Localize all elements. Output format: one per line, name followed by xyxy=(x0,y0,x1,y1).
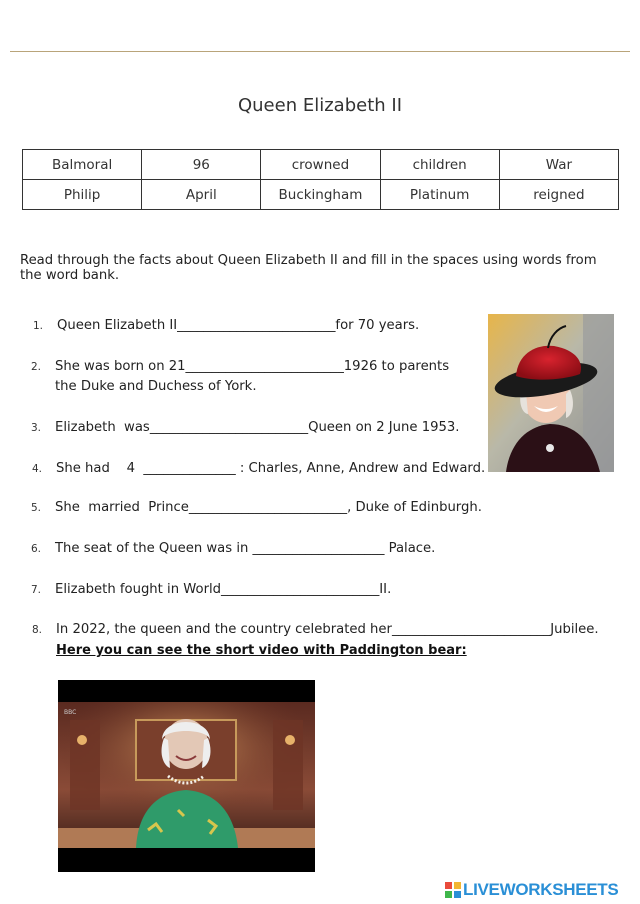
answer-blank[interactable]: ____________________ xyxy=(252,541,385,556)
question-number: 4. xyxy=(32,463,43,475)
liveworksheets-icon xyxy=(445,882,461,898)
question-4 xyxy=(56,461,485,476)
answer-blank[interactable]: ________________________ xyxy=(391,622,551,637)
question-number: 7. xyxy=(31,584,42,596)
question-text: Queen Elizabeth II xyxy=(57,318,178,333)
question-text: She married Prince xyxy=(55,500,189,515)
word-bank-cell: 96 xyxy=(142,150,261,180)
question-text: Palace. xyxy=(384,541,436,556)
question-text: Queen on 2 June 1953. xyxy=(308,420,460,435)
question-text: for 70 years. xyxy=(335,318,420,333)
question-text: II. xyxy=(379,582,392,597)
queen-portrait-graphic xyxy=(488,314,614,472)
video-link[interactable]: Here you can see the short video with Paddington bear: xyxy=(56,643,467,658)
question-text: Jubilee. xyxy=(550,622,599,637)
question-number: 8. xyxy=(32,624,43,636)
question-3 xyxy=(55,420,459,435)
question-number: 3. xyxy=(31,422,42,434)
instructions: Read through the facts about Queen Elizabeth II and fill in the spaces using words from the word bank. xyxy=(20,253,597,283)
question-5 xyxy=(55,500,482,515)
question-text: In 2022, the queen and the country celebrated her xyxy=(56,622,392,637)
answer-blank[interactable]: ______________ xyxy=(143,461,236,476)
question-1 xyxy=(57,318,419,333)
svg-text:BBC: BBC xyxy=(64,709,77,716)
queen-portrait-image xyxy=(488,314,614,472)
word-bank-cell: Buckingham xyxy=(261,180,380,210)
liveworksheets-logo xyxy=(445,880,618,900)
question-text: She had 4 xyxy=(56,461,144,476)
question-number: 5. xyxy=(31,502,42,514)
liveworksheets-text: LIVEWORKSHEETS xyxy=(463,880,619,899)
question-7 xyxy=(55,582,391,597)
page-title: Queen Elizabeth II xyxy=(237,95,402,116)
question-number: 2. xyxy=(31,361,42,373)
question-text: : Charles, Anne, Andrew and Edward. xyxy=(235,461,486,476)
answer-blank[interactable]: ________________________ xyxy=(185,359,344,374)
video-still-graphic xyxy=(58,680,315,872)
word-bank xyxy=(22,149,619,210)
question-number: 6. xyxy=(31,543,42,555)
question-6 xyxy=(55,541,435,556)
answer-blank[interactable]: ________________________ xyxy=(188,500,348,515)
word-bank-cell: crowned xyxy=(261,150,380,180)
question-text: , Duke of Edinburgh. xyxy=(347,500,482,515)
word-bank-cell: reigned xyxy=(499,180,618,210)
word-bank-cell: Platinum xyxy=(380,180,499,210)
word-bank-cell: children xyxy=(380,150,499,180)
question-text: Elizabeth fought in World xyxy=(55,582,222,597)
word-bank-cell: Philip xyxy=(23,180,142,210)
question-text: She was born on 21 xyxy=(55,359,186,374)
question-2 xyxy=(55,359,449,374)
word-bank-cell: Balmoral xyxy=(23,150,142,180)
answer-blank[interactable]: ________________________ xyxy=(177,318,336,333)
word-bank-cell: War xyxy=(499,150,618,180)
word-bank-row xyxy=(23,150,619,180)
answer-blank[interactable]: ________________________ xyxy=(221,582,380,597)
question-text: Elizabeth was xyxy=(55,420,150,435)
question-text: 1926 to parents xyxy=(343,359,450,374)
word-bank-cell: April xyxy=(142,180,261,210)
header-rule xyxy=(10,51,630,52)
word-bank-row xyxy=(23,180,619,210)
question-text: The seat of the Queen was in xyxy=(55,541,253,556)
question-number: 1. xyxy=(33,320,44,332)
question-2-line2: the Duke and Duchess of York. xyxy=(55,379,257,394)
question-8 xyxy=(56,622,599,637)
video-thumbnail-image[interactable] xyxy=(58,680,315,872)
answer-blank[interactable]: ________________________ xyxy=(149,420,309,435)
